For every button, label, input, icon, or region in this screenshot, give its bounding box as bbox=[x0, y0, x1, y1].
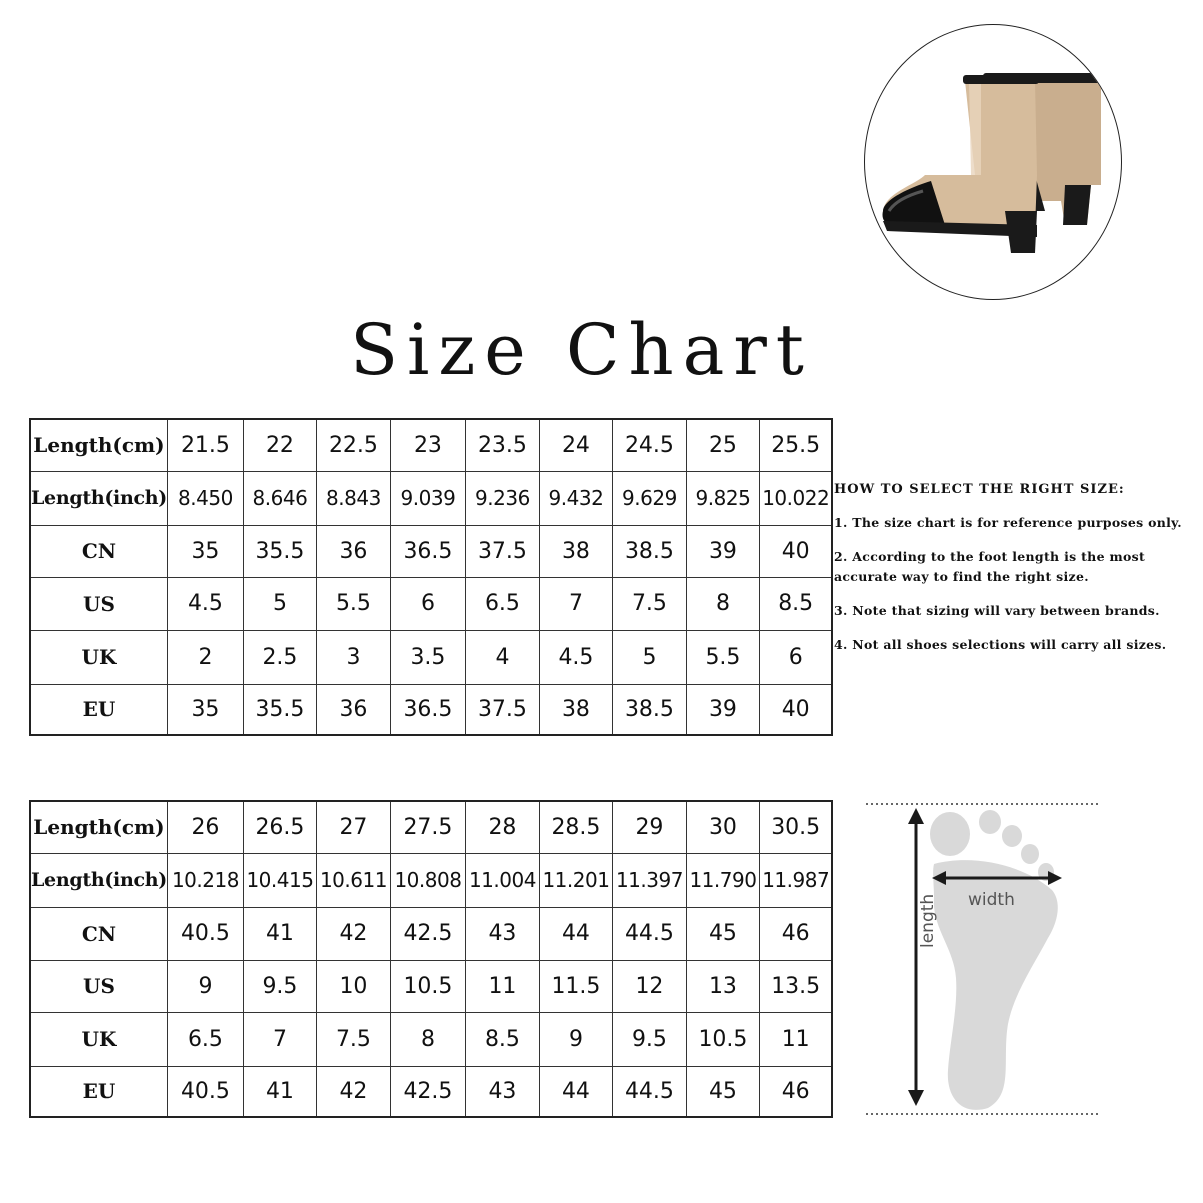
table-cell: 6.5 bbox=[465, 577, 539, 630]
row-header: Length(inch) bbox=[30, 853, 167, 907]
row-header: Length(cm) bbox=[30, 801, 167, 853]
table-cell: 38 bbox=[539, 684, 612, 735]
table-cell: 37.5 bbox=[465, 525, 539, 577]
table-cell: 8.5 bbox=[465, 1012, 539, 1066]
table-cell: 4 bbox=[465, 630, 539, 684]
table-cell: 7 bbox=[539, 577, 612, 630]
table-cell: 46 bbox=[759, 1066, 832, 1117]
table-cell: 9.236 bbox=[465, 471, 539, 525]
table-cell: 7 bbox=[243, 1012, 316, 1066]
row-header: UK bbox=[30, 630, 167, 684]
table-cell: 9.432 bbox=[539, 471, 612, 525]
table-cell: 11.987 bbox=[759, 853, 832, 907]
row-header: EU bbox=[30, 1066, 167, 1117]
table-cell: 25.5 bbox=[759, 419, 832, 471]
table-cell: 30 bbox=[686, 801, 759, 853]
table-cell: 9.825 bbox=[686, 471, 759, 525]
row-header: CN bbox=[30, 525, 167, 577]
table-cell: 44.5 bbox=[612, 907, 686, 960]
table-cell: 5 bbox=[243, 577, 316, 630]
foot-measurement-diagram bbox=[862, 798, 1102, 1118]
table-cell: 11.790 bbox=[686, 853, 759, 907]
table-cell: 11 bbox=[465, 960, 539, 1012]
table-cell: 5.5 bbox=[316, 577, 390, 630]
row-header: Length(inch) bbox=[30, 471, 167, 525]
instruction-item: 2. According to the foot length is the most accurate way to find the right size. bbox=[834, 549, 1146, 584]
table-cell: 39 bbox=[686, 525, 759, 577]
table-cell: 43 bbox=[465, 1066, 539, 1117]
table-cell: 9 bbox=[167, 960, 243, 1012]
table-cell: 45 bbox=[686, 907, 759, 960]
table-cell: 6 bbox=[759, 630, 832, 684]
table-cell: 10.415 bbox=[243, 853, 316, 907]
table-cell: 10.5 bbox=[686, 1012, 759, 1066]
table-cell: 7.5 bbox=[316, 1012, 390, 1066]
table-cell: 8.450 bbox=[167, 471, 243, 525]
instruction-item: 4. Not all shoes selections will carry all sizes. bbox=[834, 637, 1167, 652]
table-cell: 23 bbox=[390, 419, 465, 471]
row-header: EU bbox=[30, 684, 167, 735]
page-title bbox=[0, 300, 1203, 400]
table-cell: 26.5 bbox=[243, 801, 316, 853]
table-row bbox=[30, 684, 832, 735]
table-cell: 35.5 bbox=[243, 525, 316, 577]
table-cell: 5.5 bbox=[686, 630, 759, 684]
table-cell: 10.611 bbox=[316, 853, 390, 907]
table-cell: 39 bbox=[686, 684, 759, 735]
table-row bbox=[30, 801, 832, 853]
table-cell: 8.646 bbox=[243, 471, 316, 525]
table-cell: 9.629 bbox=[612, 471, 686, 525]
table-cell: 10.022 bbox=[759, 471, 832, 525]
table-body bbox=[30, 801, 832, 1117]
table-row bbox=[30, 853, 832, 907]
table-cell: 7.5 bbox=[612, 577, 686, 630]
table-cell: 38 bbox=[539, 525, 612, 577]
table-cell: 11.397 bbox=[612, 853, 686, 907]
table-cell: 28 bbox=[465, 801, 539, 853]
foot-icon bbox=[862, 798, 1102, 1118]
table-cell: 38.5 bbox=[612, 525, 686, 577]
title-text: Size Chart bbox=[350, 309, 813, 391]
table-cell: 38.5 bbox=[612, 684, 686, 735]
length-label: length bbox=[918, 893, 938, 948]
size-table-1 bbox=[29, 418, 833, 736]
table-cell: 35 bbox=[167, 525, 243, 577]
table-cell: 8 bbox=[390, 1012, 465, 1066]
table-cell: 46 bbox=[759, 907, 832, 960]
table-cell: 42 bbox=[316, 1066, 390, 1117]
table-cell: 42.5 bbox=[390, 907, 465, 960]
table-cell: 8.5 bbox=[759, 577, 832, 630]
table-cell: 28.5 bbox=[539, 801, 612, 853]
table-cell: 3 bbox=[316, 630, 390, 684]
table-cell: 10.218 bbox=[167, 853, 243, 907]
table-cell: 11.004 bbox=[465, 853, 539, 907]
table-cell: 2.5 bbox=[243, 630, 316, 684]
table-cell: 22 bbox=[243, 419, 316, 471]
table-cell: 9 bbox=[539, 1012, 612, 1066]
table-cell: 40 bbox=[759, 684, 832, 735]
width-label: width bbox=[968, 890, 1015, 910]
row-header: US bbox=[30, 960, 167, 1012]
table-cell: 6 bbox=[390, 577, 465, 630]
table-row bbox=[30, 1012, 832, 1066]
table-cell: 6.5 bbox=[167, 1012, 243, 1066]
table-cell: 3.5 bbox=[390, 630, 465, 684]
table-cell: 29 bbox=[612, 801, 686, 853]
table-cell: 25 bbox=[686, 419, 759, 471]
row-header: US bbox=[30, 577, 167, 630]
table-cell: 42 bbox=[316, 907, 390, 960]
table-cell: 24.5 bbox=[612, 419, 686, 471]
table-cell: 36.5 bbox=[390, 525, 465, 577]
table-cell: 8 bbox=[686, 577, 759, 630]
table-cell: 44 bbox=[539, 1066, 612, 1117]
row-header: CN bbox=[30, 907, 167, 960]
table-body bbox=[30, 419, 832, 735]
instruction-item: 1. The size chart is for reference purposes only. bbox=[834, 515, 1182, 530]
ankle-boot-icon bbox=[865, 25, 1122, 300]
row-header: UK bbox=[30, 1012, 167, 1066]
table-cell: 4.5 bbox=[167, 577, 243, 630]
table-row bbox=[30, 419, 832, 471]
table-cell: 45 bbox=[686, 1066, 759, 1117]
table-cell: 35 bbox=[167, 684, 243, 735]
table-row bbox=[30, 907, 832, 960]
table-cell: 11.201 bbox=[539, 853, 612, 907]
table-row bbox=[30, 525, 832, 577]
table-cell: 43 bbox=[465, 907, 539, 960]
size-instructions bbox=[834, 482, 1202, 669]
table-cell: 13.5 bbox=[759, 960, 832, 1012]
table-cell: 35.5 bbox=[243, 684, 316, 735]
table-cell: 9.5 bbox=[612, 1012, 686, 1066]
table-cell: 27 bbox=[316, 801, 390, 853]
table-cell: 44 bbox=[539, 907, 612, 960]
table-cell: 4.5 bbox=[539, 630, 612, 684]
table-cell: 36 bbox=[316, 525, 390, 577]
table-cell: 36 bbox=[316, 684, 390, 735]
table-cell: 10.808 bbox=[390, 853, 465, 907]
table-cell: 42.5 bbox=[390, 1066, 465, 1117]
instruction-item: 3. Note that sizing will vary between brands. bbox=[834, 603, 1160, 618]
instructions-heading: HOW TO SELECT THE RIGHT SIZE: bbox=[834, 482, 1125, 497]
table-row bbox=[30, 960, 832, 1012]
table-cell: 2 bbox=[167, 630, 243, 684]
table-cell: 23.5 bbox=[465, 419, 539, 471]
table-cell: 13 bbox=[686, 960, 759, 1012]
table-cell: 41 bbox=[243, 907, 316, 960]
table-cell: 44.5 bbox=[612, 1066, 686, 1117]
table-cell: 30.5 bbox=[759, 801, 832, 853]
table-cell: 11.5 bbox=[539, 960, 612, 1012]
table-cell: 24 bbox=[539, 419, 612, 471]
table-cell: 10 bbox=[316, 960, 390, 1012]
table-cell: 10.5 bbox=[390, 960, 465, 1012]
table-cell: 9.039 bbox=[390, 471, 465, 525]
table-cell: 41 bbox=[243, 1066, 316, 1117]
table-cell: 5 bbox=[612, 630, 686, 684]
table-cell: 40 bbox=[759, 525, 832, 577]
table-cell: 12 bbox=[612, 960, 686, 1012]
table-cell: 9.5 bbox=[243, 960, 316, 1012]
product-image-circle bbox=[864, 24, 1122, 300]
table-cell: 36.5 bbox=[390, 684, 465, 735]
table-cell: 22.5 bbox=[316, 419, 390, 471]
table-cell: 11 bbox=[759, 1012, 832, 1066]
table-cell: 27.5 bbox=[390, 801, 465, 853]
table-cell: 26 bbox=[167, 801, 243, 853]
table-row bbox=[30, 1066, 832, 1117]
table-cell: 21.5 bbox=[167, 419, 243, 471]
size-table-2 bbox=[29, 800, 833, 1118]
table-row bbox=[30, 630, 832, 684]
table-cell: 37.5 bbox=[465, 684, 539, 735]
table-row bbox=[30, 577, 832, 630]
table-cell: 40.5 bbox=[167, 907, 243, 960]
row-header: Length(cm) bbox=[30, 419, 167, 471]
table-cell: 40.5 bbox=[167, 1066, 243, 1117]
table-row bbox=[30, 471, 832, 525]
table-cell: 8.843 bbox=[316, 471, 390, 525]
